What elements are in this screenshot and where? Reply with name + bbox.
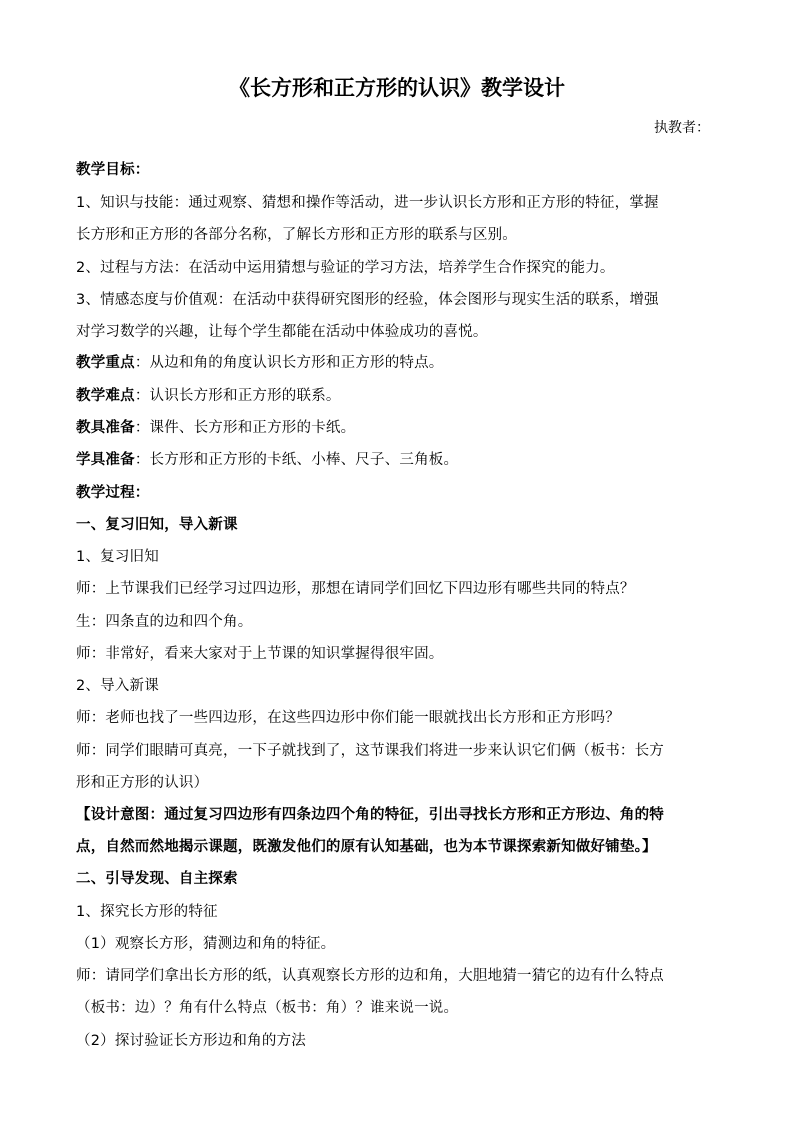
teaching-focus-text: ：从边和角的角度认识长方形和正方形的特点。 bbox=[134, 355, 444, 371]
section-2-sub-1: 1、探究长方形的特征 bbox=[76, 904, 218, 920]
teacher-line-4-part-2: 形和正方形的认识） bbox=[76, 775, 209, 791]
goal-3-line-1: 3、情感态度与价值观：在活动中获得研究图形的经验，体会图形与现实生活的联系，增强 bbox=[76, 292, 659, 308]
teacher-line-4-part-1: 师：同学们眼睛可真亮，一下子就找到了，这节课我们将进一步来认识它们俩（板书：长方 bbox=[76, 743, 664, 759]
teacher-line-5-part-1: 师：请同学们拿出长方形的纸，认真观察长方形的边和角，大胆地猜一猜它的边有什么特点 bbox=[76, 968, 664, 984]
teacher-line-5-part-2: （板书：边）？角有什么特点（板书：角）？谁来说一说。 bbox=[76, 1000, 459, 1016]
author-label: 执教者： bbox=[654, 120, 710, 136]
section-2-heading: 二、引导发现、自主探索 bbox=[76, 871, 238, 887]
teaching-difficulty bbox=[76, 386, 341, 406]
goal-3-line-2: 对学习数学的兴趣，让每个学生都能在活动中体验成功的喜悦。 bbox=[76, 324, 488, 340]
document-title: 《长方形和正方形的认识》教学设计 bbox=[229, 75, 565, 100]
teacher-line-1: 师：上节课我们已经学习过四边形，那想在请同学们回忆下四边形有哪些共同的特点？ bbox=[76, 581, 635, 597]
goal-2: 2、过程与方法：在活动中运用猜想与验证的学习方法，培养学生合作探究的能力。 bbox=[76, 260, 615, 276]
section-1-sub-1: 1、复习旧知 bbox=[76, 549, 159, 565]
teaching-focus-label: 教学重点 bbox=[76, 355, 135, 371]
teaching-difficulty-label: 教学难点 bbox=[76, 388, 135, 404]
teaching-focus bbox=[76, 353, 444, 373]
process-heading: 教学过程： bbox=[76, 485, 150, 501]
teaching-difficulty-text: ：认识长方形和正方形的联系。 bbox=[134, 388, 341, 404]
section-1-heading: 一、复习旧知，导入新课 bbox=[76, 517, 238, 533]
design-intent-line-2: 点，自然而然地揭示课题，既激发他们的原有认知基础，也为本节课探索新知做好铺垫。】 bbox=[76, 839, 657, 855]
section-2-point-1: （1）观察长方形，猜测边和角的特征。 bbox=[76, 936, 336, 952]
student-tools bbox=[76, 450, 458, 470]
student-tools-text: ：长方形和正方形的卡纸、小棒、尺子、三角板。 bbox=[134, 452, 459, 468]
teacher-tools-text: ：课件、长方形和正方形的卡纸。 bbox=[134, 420, 356, 436]
teacher-line-2: 师：非常好，看来大家对于上节课的知识掌握得很牢固。 bbox=[76, 646, 444, 662]
goals-heading: 教学目标： bbox=[76, 162, 150, 178]
student-line-1: 生：四条直的边和四个角。 bbox=[76, 614, 253, 630]
student-tools-label: 学具准备 bbox=[76, 452, 135, 468]
section-1-sub-2: 2、导入新课 bbox=[76, 678, 159, 694]
teacher-tools bbox=[76, 418, 355, 438]
section-2-point-2: （2）探讨验证长方形边和角的方法 bbox=[76, 1033, 306, 1049]
goal-1-line-2: 长方形和正方形的各部分名称，了解长方形和正方形的联系与区别。 bbox=[76, 227, 517, 243]
goal-1-line-1: 1、知识与技能：通过观察、猜想和操作等活动，进一步认识长方形和正方形的特征，掌握 bbox=[76, 195, 659, 211]
design-intent-line-1: 【设计意图：通过复习四边形有四条边四个角的特征，引出寻找长方形和正方形边、角的特 bbox=[76, 807, 664, 823]
teacher-tools-label: 教具准备 bbox=[76, 420, 135, 436]
teacher-line-3: 师：老师也找了一些四边形，在这些四边形中你们能一眼就找出长方形和正方形吗？ bbox=[76, 710, 620, 726]
